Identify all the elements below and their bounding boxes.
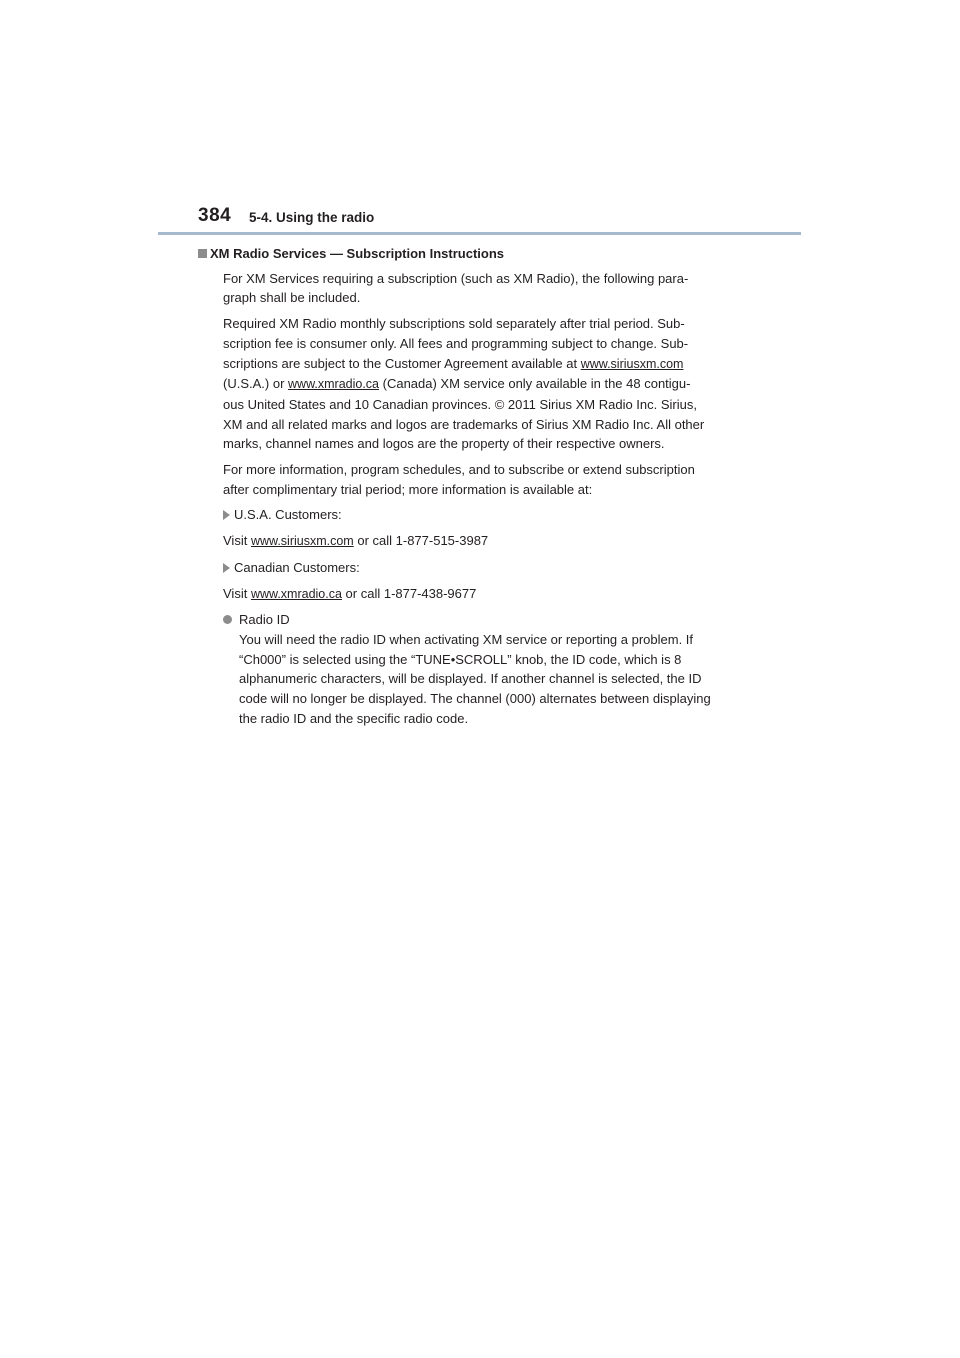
canada-customers-label: Canadian Customers: xyxy=(234,559,360,575)
page-header xyxy=(198,205,800,235)
radio-id-line: alphanumeric characters, will be displayed. If another channel is selected, the ID xyxy=(239,671,702,687)
xmradio-link[interactable]: www.xmradio.ca xyxy=(288,377,380,392)
radio-id-line: You will need the radio ID when activating XM service or reporting a problem. If xyxy=(239,631,694,647)
radio-id-line: “Ch000” is selected using the “TUNE•SCROLL” knob, the ID code, which is 8 xyxy=(239,651,682,667)
usa-visit-line xyxy=(210,531,750,552)
canada-visit-line xyxy=(210,584,750,605)
square-bullet-icon xyxy=(198,249,207,258)
intro-line: graph shall be included. xyxy=(223,290,361,306)
section-title: 5-4. Using the radio xyxy=(249,210,375,225)
header-divider xyxy=(158,232,801,235)
paragraph-line: For more information, program schedules, and to subscribe or extend subscription xyxy=(223,462,695,478)
subscription-paragraph xyxy=(210,314,750,454)
radio-id-line: the radio ID and the specific radio code. xyxy=(239,710,469,726)
paragraph-line: after complimentary trial period; more information is available at: xyxy=(223,481,593,497)
arrow-right-icon xyxy=(223,510,230,520)
main-content xyxy=(210,244,750,728)
usa-phone: or call 1-877-515-3987 xyxy=(353,533,489,549)
radio-id-line: code will no longer be displayed. The channel (000) alternates between displaying xyxy=(239,691,711,707)
paragraph-line: scriptions are subject to the Customer Agreement available at xyxy=(223,355,581,371)
xmradio-link[interactable]: www.xmradio.ca xyxy=(250,586,342,601)
paragraph-line: (Canada) XM service only available in the 48 contigu- xyxy=(379,376,691,392)
paragraph-line: scription fee is consumer only. All fees and programming subject to change. Sub- xyxy=(223,335,689,351)
paragraph-line: ous United States and 10 Canadian provinces. © 2011 Sirius XM Radio Inc. Sirius, xyxy=(223,396,697,412)
more-info-paragraph xyxy=(210,460,750,499)
page-number: 384 xyxy=(198,205,232,226)
canada-customers-item xyxy=(210,558,750,578)
radio-id-item xyxy=(210,610,750,728)
radio-id-title: Radio ID xyxy=(239,612,290,628)
paragraph-line: Required XM Radio monthly subscriptions sold separately after trial period. Sub- xyxy=(223,316,685,332)
section-heading xyxy=(210,244,750,264)
paragraph-line: XM and all related marks and logos are trademarks of Sirius XM Radio Inc. All other xyxy=(223,416,705,432)
canada-phone: or call 1-877-438-9677 xyxy=(341,585,477,601)
arrow-right-icon xyxy=(223,563,230,573)
paragraph-line: (U.S.A.) or xyxy=(223,376,289,392)
paragraph-line: marks, channel names and logos are the property of their respective owners. xyxy=(223,436,665,452)
siriusxm-link[interactable]: www.siriusxm.com xyxy=(250,534,354,549)
usa-customers-item xyxy=(210,505,750,525)
intro-paragraph xyxy=(210,269,750,308)
section-heading-text: XM Radio Services — Subscription Instructions xyxy=(210,246,505,261)
visit-text: Visit xyxy=(223,533,251,549)
circle-bullet-icon xyxy=(223,615,232,624)
siriusxm-link[interactable]: www.siriusxm.com xyxy=(580,356,684,371)
usa-customers-label: U.S.A. Customers: xyxy=(234,507,342,523)
visit-text: Visit xyxy=(223,585,251,601)
intro-line: For XM Services requiring a subscription (such as XM Radio), the following para- xyxy=(223,270,689,286)
